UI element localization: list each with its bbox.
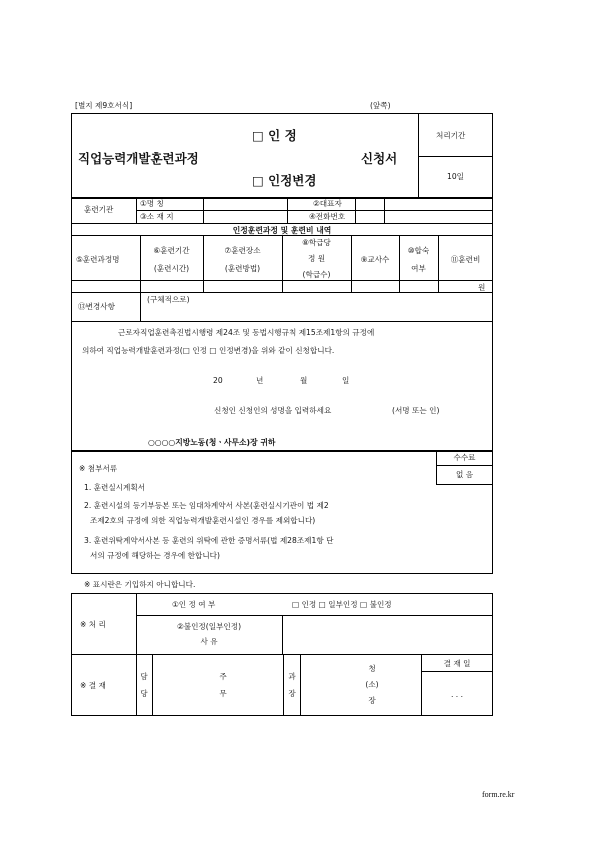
col-training-hours: (훈련시간) [153, 264, 190, 273]
date-day-unit: 일 [342, 376, 350, 385]
rejection-reason-label-2: 사 유 [200, 637, 218, 646]
representative-field[interactable] [385, 198, 492, 209]
signer-director-3: 장 [368, 696, 376, 705]
statement-line2: 의하여 직업능력개발훈련과정(□ 인정 □ 인정변경)을 위와 같이 신청합니다. [82, 346, 335, 355]
col-class-capacity: 정 원 [307, 254, 326, 263]
signer-director-1: 청 [368, 664, 376, 673]
signature-label: (서명 또는 인) [392, 406, 440, 415]
approval-date-value[interactable]: . . . [450, 690, 464, 699]
col-lodging-yn: 여부 [411, 264, 426, 273]
institution-location-field[interactable] [204, 211, 286, 222]
change-details-hint: (구체적으로) [147, 295, 190, 304]
rejection-reason-field[interactable] [283, 616, 492, 653]
col-course-name: ⑤훈련과정명 [76, 255, 120, 264]
addressee: ○○○○지방노동(청ㆍ사무소)장 귀하 [148, 438, 276, 447]
signer-director-2: (소) [365, 680, 379, 689]
lodging-field[interactable] [400, 281, 437, 291]
fee-label: 수수료 [453, 453, 476, 462]
page-side: (앞쪽) [370, 101, 391, 110]
institution-label: 훈련기관 [84, 205, 114, 214]
signer-officer-1: 주 [219, 672, 227, 681]
footer-source: form.re.kr [482, 790, 515, 799]
change-details-label: ⑬변경사항 [78, 302, 115, 311]
attachment-item-1: 1. 훈련실시계획서 [84, 483, 146, 492]
processing-label: ※ 처 리 [80, 620, 106, 629]
institution-name-field[interactable] [204, 198, 286, 209]
processing-period-value: 10일 [447, 172, 464, 181]
training-place-field[interactable] [204, 281, 281, 291]
col-training-place: ⑦훈련장소 [224, 246, 261, 255]
signer-staff-1: 담 [140, 672, 148, 681]
signer-manager-1: 과 [288, 672, 296, 681]
title-checkbox-approval[interactable]: □ 인 정 [252, 128, 297, 143]
form-number: [별지 제9호서식] [75, 101, 133, 110]
representative-label: ②대표자 [313, 199, 342, 208]
col-class-count: (학급수) [302, 270, 331, 279]
col-training-method: (훈련방법) [224, 264, 261, 273]
institution-name-label: ①명 칭 [140, 199, 164, 208]
attachment-item-3: 3. 훈련위탁계약서사본 등 훈련의 위탁에 관한 증명서류(법 제28조제1항 단 [84, 536, 334, 545]
class-size-field[interactable] [283, 281, 350, 291]
approval-status-options[interactable]: □ 인정 □ 일부인정 □ 불인정 [292, 600, 392, 609]
form-title-suffix: 신청서 [361, 151, 398, 166]
office-use-note: ※ 표시란은 기입하지 아니합니다. [84, 580, 196, 589]
processing-period-label: 처리기간 [436, 131, 466, 140]
rejection-reason-label: ②불인정(일부인정) [176, 622, 242, 631]
institution-location-label: ③소 재 지 [140, 212, 174, 221]
approval-date-label: 결 재 일 [443, 659, 471, 668]
signer-staff-2: 당 [140, 689, 148, 698]
approval-status-label: ①인 정 여 부 [172, 600, 216, 609]
attachment-item-2: 2. 훈련시설의 등기부등본 또는 임대차계약서 사본(훈련실시기관이 법 제2 [84, 501, 329, 510]
course-section-title: 인정훈련과정 및 훈련비 내역 [232, 226, 332, 235]
signer-manager-2: 장 [288, 689, 296, 698]
form-title: 직업능력개발훈련과정 [78, 151, 199, 166]
currency-unit: 원 [478, 283, 486, 292]
course-name-field[interactable] [72, 281, 139, 291]
title-checkbox-change[interactable]: □ 인정변경 [252, 173, 317, 188]
change-details-field[interactable] [141, 306, 492, 320]
col-class-size: ⑧학급당 [302, 238, 331, 247]
signer-officer-2: 무 [219, 689, 227, 698]
statement-line1: 근로자직업훈련촉진법시행령 제24조 및 동법시행규칙 제15조제1항의 규정에 [118, 328, 375, 337]
phone-field[interactable] [385, 211, 492, 222]
date-year-unit: 년 [256, 376, 264, 385]
attachment-item-2-cont: 조제2호의 규정에 의한 직업능력개발훈련시설인 경우를 제외합니다) [90, 516, 316, 525]
phone-label: ④전화번호 [309, 212, 346, 221]
training-period-field[interactable] [141, 281, 202, 291]
attachment-item-3-cont: 서의 규정에 해당하는 경우에 한합니다) [90, 551, 220, 560]
col-training-cost: ⑪훈련비 [450, 255, 481, 264]
date-month-unit: 월 [300, 376, 308, 385]
approval-label: ※ 결 재 [80, 681, 106, 690]
applicant-name[interactable]: 신청인 신청인의 성명을 입력하세요 [214, 406, 332, 415]
col-lodging: ⑩합숙 [407, 246, 430, 255]
attachments-title: ※ 첨부서류 [79, 464, 118, 473]
fee-value: 없 음 [455, 470, 474, 479]
teacher-count-field[interactable] [352, 281, 398, 291]
col-teacher-count: ⑨교사수 [360, 255, 390, 264]
date-year: 20 [213, 376, 223, 385]
col-training-period: ⑥훈련기간 [153, 246, 190, 255]
